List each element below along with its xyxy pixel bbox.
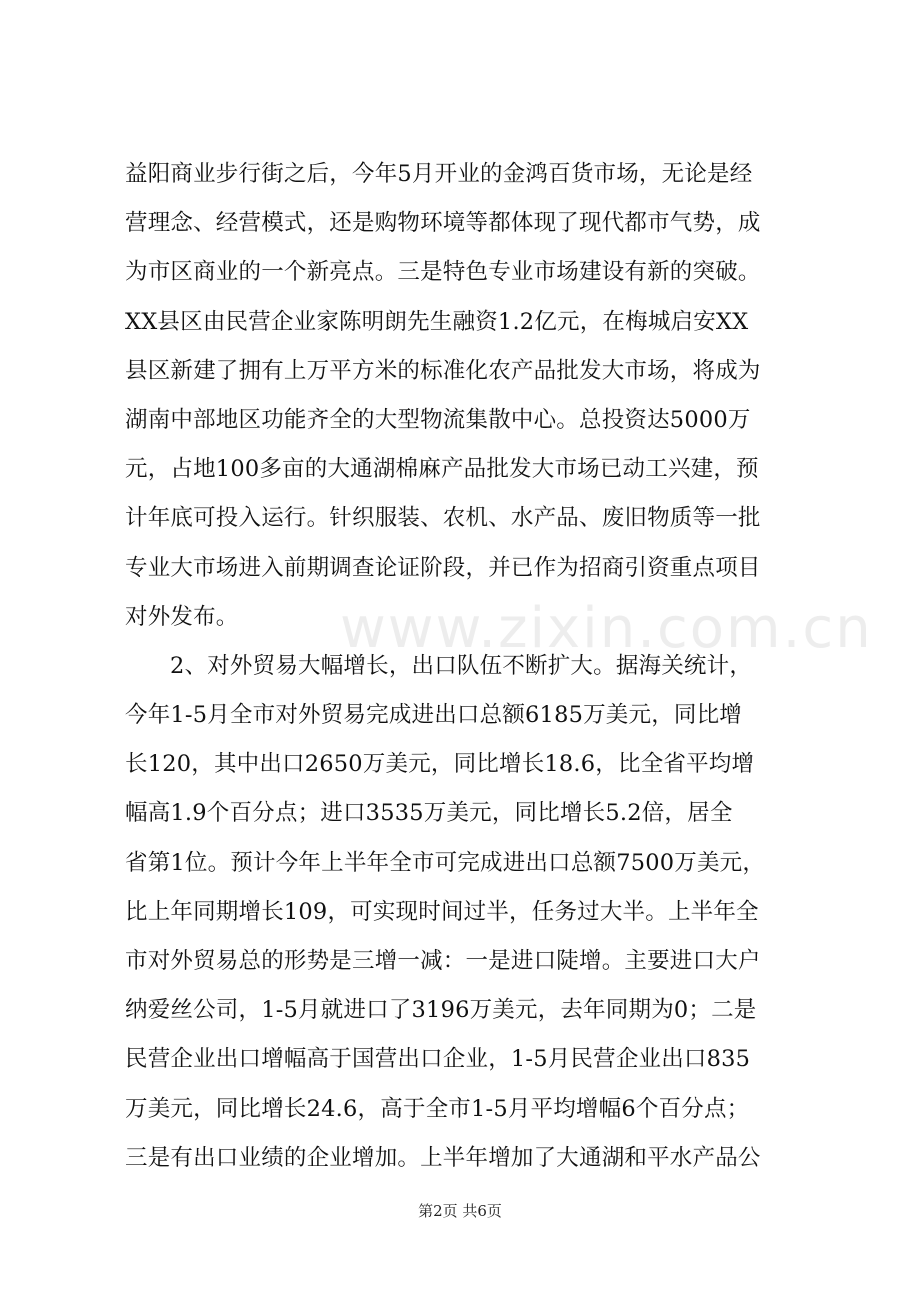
text-line: 对外发布。 — [125, 603, 239, 630]
text-line: 万美元，同比增长24.6，高于全市1-5月平均增幅6个百分点； — [125, 1095, 750, 1122]
text-line: 县区新建了拥有上万平方米的标准化农产品批发大市场，将成为 — [125, 357, 761, 384]
text-line: 专业大市场进入前期调查论证阶段，并已作为招商引资重点项目 — [125, 554, 761, 581]
paragraph-start-line: 2、对外贸易大幅增长，出口队伍不断扩大。据海关统计， — [170, 652, 753, 679]
text-line: XX县区由民营企业家陈明朗先生融资1.2亿元，在梅城启安XX — [125, 308, 749, 335]
text-line: 纳爱丝公司，1-5月就进口了3196万美元，去年同期为0；二是 — [125, 997, 757, 1024]
text-line: 为市区商业的一个新亮点。三是特色专业市场建设有新的突破。 — [125, 259, 761, 286]
text-line: 湖南中部地区功能齐全的大型物流集散中心。总投资达5000万 — [125, 406, 751, 433]
text-line: 营理念、经营模式，还是购物环境等都体现了现代都市气势，成 — [125, 210, 761, 237]
text-line: 元，占地100多亩的大通湖棉麻产品批发大市场已动工兴建，预 — [125, 456, 759, 483]
text-line: 长120，其中出口2650万美元，同比增长18.6，比全省平均增 — [125, 751, 755, 778]
page-footer — [0, 1200, 920, 1221]
body-text — [125, 150, 815, 1183]
text-line: 幅高1.9个百分点；进口3535万美元，同比增长5.2倍，居全 — [125, 800, 733, 827]
text-line: 三是有出口业绩的企业增加。上半年增加了大通湖和平水产品公 — [125, 1144, 761, 1171]
text-line: 比上年同期增长109，可实现时间过半，任务过大半。上半年全 — [125, 898, 759, 925]
page-number-label: 第2页 共6页 — [418, 1202, 502, 1220]
text-line: 民营企业出口增幅高于国营出口企业，1-5月民营企业出口835 — [125, 1046, 751, 1073]
text-line: 计年底可投入运行。针织服装、农机、水产品、废旧物质等一批 — [125, 505, 761, 532]
text-line: 益阳商业步行街之后，今年5月开业的金鸿百货市场，无论是经 — [125, 161, 753, 187]
text-line: 市对外贸易总的形势是三增一减：一是进口陡增。主要进口大户 — [125, 948, 761, 974]
text-line: 省第1位。预计今年上半年全市可完成进出口总额7500万美元， — [125, 849, 766, 876]
watermark: www.zixin.com.cn — [340, 596, 873, 661]
text-line: 今年1-5月全市对外贸易完成进出口总额6185万美元，同比增 — [125, 702, 742, 729]
